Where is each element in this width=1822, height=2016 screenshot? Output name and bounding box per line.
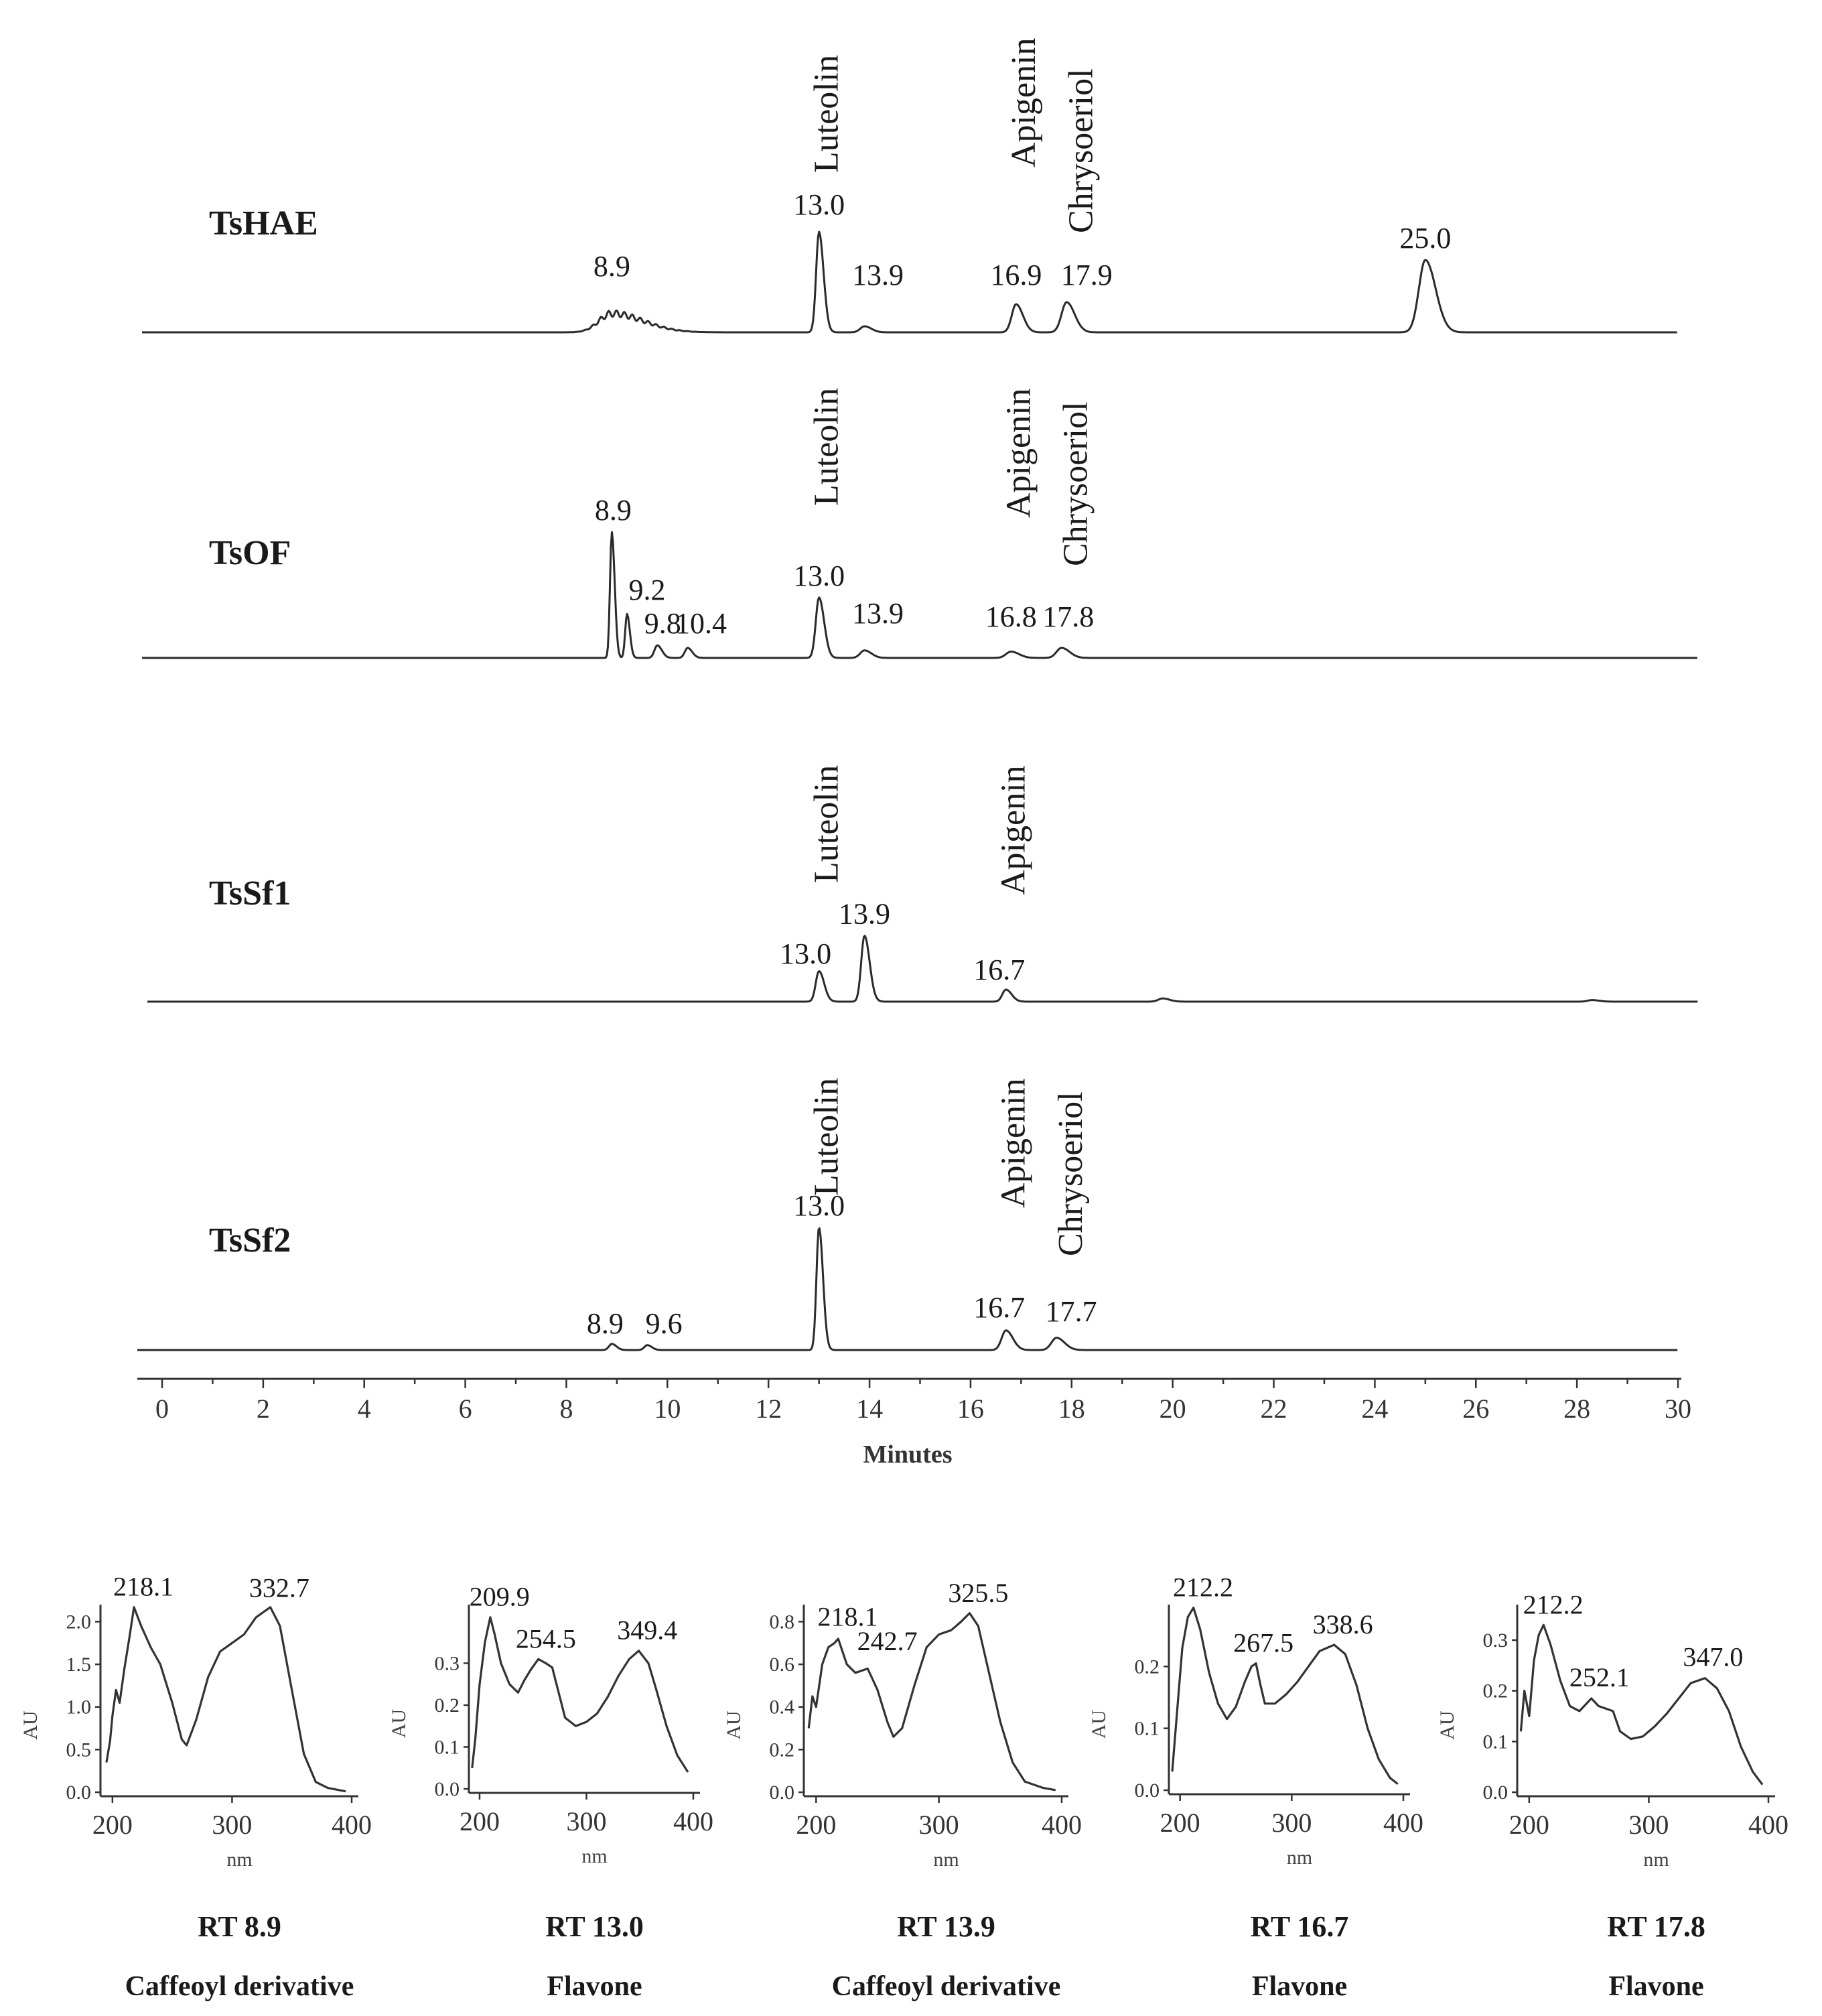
- y-tick-label: 0.1: [1482, 1731, 1508, 1753]
- compound-class-caption: Caffeoyl derivative: [831, 1971, 1061, 2002]
- chromatogram-tshae: [142, 38, 1677, 332]
- x-tick-label: 300: [1271, 1808, 1312, 1838]
- uv-spectrum-curve: [107, 1607, 346, 1792]
- x-tick-label: 26: [1462, 1394, 1490, 1424]
- peak-label: 13.0: [793, 559, 845, 592]
- x-tick-label: 400: [1042, 1810, 1082, 1840]
- x-tick-label: 300: [1628, 1810, 1669, 1840]
- x-axis-title: nm: [933, 1849, 959, 1871]
- uv-spectrum-4: [1088, 1572, 1423, 2002]
- chromatogram-panel: [137, 38, 1697, 1350]
- y-axis-title: AU: [19, 1710, 42, 1740]
- spectrum-peak-label: 209.9: [469, 1581, 530, 1612]
- spectrum-peak-label: 212.2: [1523, 1589, 1584, 1620]
- y-tick-label: 0.3: [434, 1652, 460, 1675]
- peak-label: 16.7: [973, 1291, 1026, 1324]
- chromatogram-tsof: [142, 388, 1697, 658]
- y-tick-label: 0.2: [769, 1739, 794, 1761]
- x-tick-label: 400: [1748, 1810, 1789, 1840]
- compound-class-caption: Flavone: [1251, 1971, 1348, 2002]
- x-tick-label: 6: [458, 1394, 472, 1424]
- y-tick-label: 0.2: [1134, 1656, 1160, 1678]
- peak-label: 16.7: [973, 953, 1026, 986]
- y-tick-label: 0.3: [1482, 1629, 1508, 1652]
- sample-label: TsSf1: [209, 874, 291, 913]
- y-tick-label: 0.4: [769, 1696, 794, 1719]
- x-tick-label: 28: [1563, 1394, 1591, 1424]
- peak-label: 13.9: [839, 897, 891, 931]
- chromatogram-trace: [142, 532, 1697, 658]
- spectrum-peak-label: 218.1: [817, 1601, 878, 1632]
- spectrum-peak-label: 218.1: [113, 1571, 174, 1602]
- retention-time-caption: RT 17.8: [1607, 1910, 1705, 1943]
- x-axis-title: nm: [1643, 1849, 1669, 1871]
- compound-label: Chrysoeriol: [1062, 68, 1101, 233]
- peak-label: 17.8: [1042, 600, 1095, 633]
- peak-label: 25.0: [1399, 222, 1452, 255]
- x-tick-label: 400: [332, 1810, 372, 1840]
- peak-label: 17.7: [1045, 1295, 1097, 1328]
- chromatogram-trace: [137, 1228, 1677, 1350]
- uv-spectrum-3: [723, 1578, 1082, 2002]
- x-tick-label: 30: [1665, 1394, 1691, 1424]
- x-tick-label: 20: [1159, 1394, 1186, 1424]
- spectrum-peak-label: 212.2: [1173, 1572, 1233, 1603]
- peak-label: 16.9: [990, 259, 1042, 291]
- retention-time-caption: RT 8.9: [198, 1910, 281, 1943]
- x-tick-label: 200: [1509, 1810, 1549, 1840]
- spectrum-peak-label: 242.7: [857, 1626, 918, 1657]
- x-tick-label: 200: [796, 1810, 837, 1840]
- y-tick-label: 0.0: [434, 1778, 460, 1800]
- compound-label: Luteolin: [807, 764, 846, 883]
- x-tick-label: 300: [212, 1810, 253, 1840]
- uv-spectra-panel: [19, 1571, 1789, 2002]
- chromatogram-trace: [147, 936, 1697, 1002]
- peak-label: 9.8: [644, 607, 681, 640]
- spectrum-peak-label: 332.7: [249, 1572, 309, 1603]
- y-axis-title: AU: [1436, 1710, 1458, 1740]
- compound-class-caption: Caffeoyl derivative: [125, 1971, 354, 2002]
- uv-spectrum-5: [1436, 1589, 1789, 2002]
- y-tick-label: 0.0: [1134, 1779, 1160, 1802]
- y-tick-label: 0.2: [434, 1694, 460, 1717]
- peak-label: 16.8: [985, 600, 1037, 633]
- x-tick-label: 8: [559, 1394, 573, 1424]
- x-tick-label: 22: [1260, 1394, 1287, 1424]
- peak-label: 13.0: [793, 1189, 845, 1222]
- y-axis-title: AU: [1088, 1709, 1110, 1739]
- y-tick-label: 0.0: [1482, 1782, 1508, 1804]
- spectrum-peak-label: 267.5: [1233, 1627, 1294, 1658]
- compound-label: Apigenin: [1004, 38, 1043, 167]
- x-tick-label: 12: [755, 1394, 782, 1424]
- x-tick-label: 10: [654, 1394, 681, 1424]
- y-tick-label: 1.5: [66, 1654, 91, 1676]
- retention-time-caption: RT 16.7: [1250, 1910, 1349, 1943]
- x-tick-label: 400: [1383, 1808, 1423, 1838]
- x-tick-label: 24: [1361, 1394, 1389, 1424]
- compound-label: Chrysoeriol: [1056, 401, 1095, 566]
- uv-spectrum-2: [388, 1582, 713, 2003]
- x-tick-label: 16: [957, 1394, 984, 1424]
- y-tick-label: 2.0: [66, 1611, 91, 1633]
- peak-label: 9.6: [645, 1307, 683, 1340]
- uv-spectrum-curve: [809, 1613, 1056, 1790]
- peak-label: 8.9: [593, 250, 630, 283]
- y-tick-label: 0.0: [66, 1782, 91, 1804]
- chromatogram-tssf1: [147, 765, 1697, 1002]
- x-tick-label: 4: [357, 1394, 371, 1424]
- peak-label: 17.9: [1060, 259, 1113, 291]
- y-axis-title: AU: [723, 1710, 745, 1740]
- spectrum-peak-label: 347.0: [1683, 1641, 1744, 1672]
- x-axis-title: nm: [581, 1845, 608, 1867]
- x-axis-title: nm: [226, 1849, 253, 1871]
- retention-time-caption: RT 13.9: [897, 1910, 995, 1943]
- y-tick-label: 0.2: [1482, 1680, 1508, 1702]
- x-tick-label: 14: [856, 1394, 884, 1424]
- y-axis-title: AU: [388, 1708, 410, 1739]
- x-tick-label: 0: [155, 1394, 169, 1424]
- peak-label: 9.2: [628, 574, 666, 606]
- peak-label: 13.0: [793, 188, 845, 221]
- compound-label: Chrysoeriol: [1052, 1091, 1091, 1256]
- spectrum-peak-label: 254.5: [515, 1623, 576, 1654]
- y-tick-label: 1.0: [66, 1696, 91, 1719]
- x-tick-label: 2: [256, 1394, 270, 1424]
- retention-time-caption: RT 13.0: [545, 1910, 644, 1943]
- y-tick-label: 0.1: [1134, 1717, 1160, 1740]
- compound-class-caption: Flavone: [547, 1971, 642, 2002]
- x-axis-title: nm: [1286, 1846, 1313, 1869]
- peak-label: 8.9: [586, 1307, 624, 1340]
- uv-spectrum-1: [19, 1571, 372, 2002]
- y-tick-label: 0.6: [769, 1654, 794, 1676]
- compound-label: Luteolin: [807, 1077, 846, 1196]
- compound-class-caption: Flavone: [1608, 1971, 1704, 2002]
- x-tick-label: 300: [918, 1810, 959, 1840]
- peak-label: 10.4: [675, 607, 727, 640]
- compound-label: Apigenin: [994, 1078, 1033, 1208]
- y-tick-label: 0.8: [769, 1611, 794, 1633]
- spectrum-peak-label: 325.5: [948, 1578, 1009, 1609]
- x-tick-label: 400: [673, 1806, 713, 1836]
- sample-label: TsOF: [209, 534, 291, 572]
- x-tick-label: 200: [1160, 1808, 1200, 1838]
- sample-label: TsSf2: [209, 1221, 291, 1260]
- peak-label: 8.9: [594, 494, 632, 527]
- compound-label: Luteolin: [807, 54, 846, 173]
- compound-label: Apigenin: [994, 765, 1033, 895]
- compound-label: Luteolin: [807, 387, 846, 506]
- spectrum-peak-label: 338.6: [1312, 1609, 1373, 1639]
- peak-label: 13.9: [852, 597, 904, 630]
- y-tick-label: 0.1: [434, 1736, 460, 1759]
- chromatogram-tssf2: [137, 1078, 1677, 1350]
- x-axis-title: Minutes: [863, 1440, 953, 1469]
- x-tick-label: 200: [92, 1810, 133, 1840]
- x-tick-label: 200: [459, 1806, 500, 1836]
- spectrum-peak-label: 349.4: [617, 1615, 678, 1645]
- spectrum-peak-label: 252.1: [1569, 1662, 1630, 1693]
- sample-label: TsHAE: [209, 204, 318, 243]
- y-tick-label: 0.0: [769, 1782, 794, 1804]
- x-tick-label: 300: [566, 1806, 607, 1836]
- compound-label: Apigenin: [999, 388, 1038, 518]
- chromatogram-time-axis: [137, 1379, 1691, 1469]
- x-tick-label: 18: [1058, 1394, 1085, 1424]
- peak-label: 13.9: [852, 259, 904, 291]
- peak-label: 13.0: [780, 937, 832, 970]
- y-tick-label: 0.5: [66, 1739, 91, 1761]
